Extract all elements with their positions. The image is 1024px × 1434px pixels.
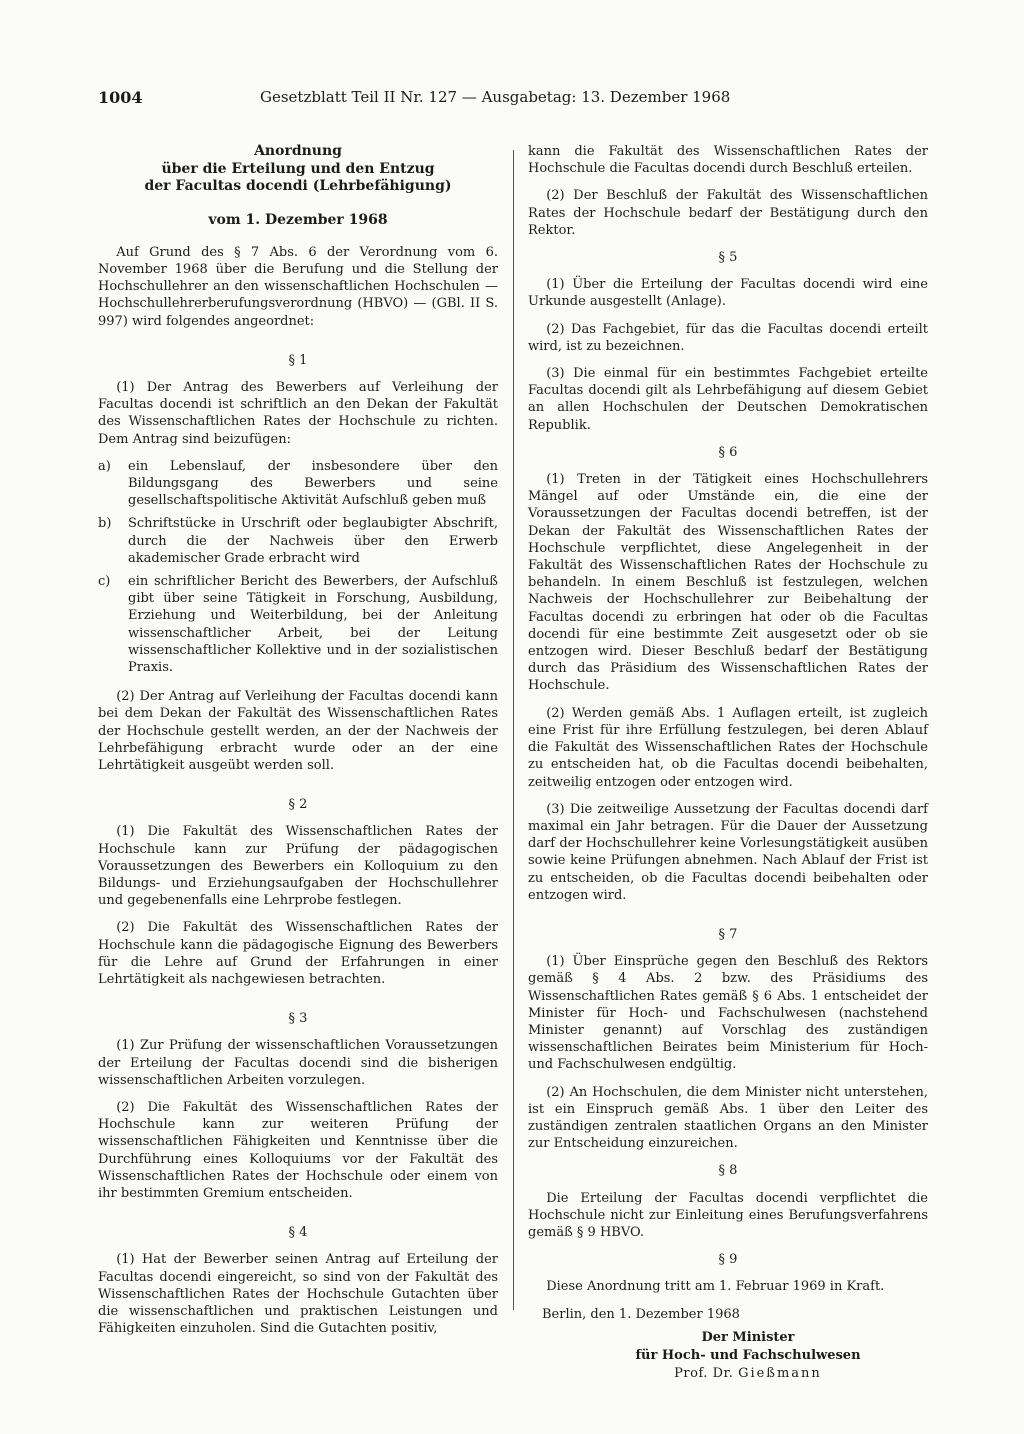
place-and-date: Berlin, den 1. Dezember 1968 xyxy=(542,1306,740,1322)
section-2-paragraph-2: (2) Die Fakultät des Wissenschaftlichen Rates der Hochschule kann die pädagogische Eignung des Bewerbers für die Lehre auf Grund der Erfahrungen in einer Lehrtätigkeit als nachgewiesen betrachten. xyxy=(98,920,498,988)
signer-title: Der Minister xyxy=(701,1329,795,1345)
section-heading-6: § 6 xyxy=(718,444,738,460)
list-item-marker: b) xyxy=(98,516,112,532)
section-heading-5: § 5 xyxy=(718,250,738,266)
section-6-paragraph-3: (3) Die zeitweilige Aussetzung der Facultas docendi darf maximal ein Jahr betragen. Für die Dauer der Aussetzung darf der Hochschullehrer keine Vorlesungstätigkeit ausüben sowie keine Prüfungen abnehmen. Nach Ablauf der Frist ist zu entscheiden, ob die Facultas docendi beibehalten oder entzogen wird. xyxy=(528,801,928,903)
section-7-paragraph-2: (2) An Hochschulen, die dem Minister nicht unterstehen, ist ein Einspruch gemäß Abs. 1 über den Leiter des zuständigen zentralen staatlichen Organs an den Minister zur Entscheidung einzureichen. xyxy=(528,1084,928,1152)
section-4-paragraph-1-start: (1) Hat der Bewerber seinen Antrag auf Erteilung der Facultas docendi eingereicht, so sind von der Fakultät des Wissenschaftlichen Rates der Hochschule Gutachten über die wissenschaftlichen und praktischen Leistungen und Fähigkeiten einzuholen. Sind die Gutachten positiv, xyxy=(98,1252,498,1337)
left-column xyxy=(98,143,498,1347)
section-7-paragraph-1: (1) Über Einsprüche gegen den Beschluß des Rektors gemäß § 4 Abs. 2 bzw. des Präsidiums des Wissenschaftlichen Rates gemäß § 6 Abs. 1 entscheidet der Minister für Hoch- und Fachschulwesen (nachstehend Minister genannt) auf Vorschlag des zuständigen wissenschaftlichen Beirates beim Ministerium für Hoch- und Fachschulwesen endgültig. xyxy=(528,954,928,1073)
section-5-paragraph-2: (2) Das Fachgebiet, für das die Facultas docendi erteilt wird, ist zu bezeichnen. xyxy=(528,321,928,354)
signer-name-line xyxy=(588,1365,908,1382)
list-item xyxy=(98,573,498,676)
section-heading-3: § 3 xyxy=(288,1011,308,1027)
signer-name: Gießmann xyxy=(738,1365,822,1381)
right-column xyxy=(528,143,928,1382)
list-item-marker: c) xyxy=(98,573,111,589)
section-1-list xyxy=(98,458,498,676)
section-heading-4: § 4 xyxy=(288,1225,308,1241)
signer-name-prefix: Prof. Dr. xyxy=(674,1365,734,1381)
section-9-paragraph-1: Diese Anordnung tritt am 1. Februar 1969 in Kraft. xyxy=(546,1279,885,1295)
section-6-paragraph-2: (2) Werden gemäß Abs. 1 Auflagen erteilt, ist zugleich eine Frist für ihre Erfüllung festzulegen, bei deren Ablauf die Fakultät des Wissenschaftlichen Rates der Hochschule zu entscheiden hat, ob die Facultas docendi beibehalten, zeitweilig entzogen oder entzogen wird. xyxy=(528,705,928,790)
section-5-paragraph-3: (3) Die einmal für ein bestimmtes Fachgebiet erteilte Facultas docendi gilt als Lehrbefähigung auf diesem Gebiet an allen Hochschulen der Deutschen Demokratischen Republik. xyxy=(528,366,928,433)
column-divider xyxy=(513,150,514,1310)
section-4-paragraph-2: (2) Der Beschluß der Fakultät des Wissenschaftlichen Rates der Hochschule bedarf der Bestätigung durch den Rektor. xyxy=(528,188,928,238)
page-header xyxy=(98,88,928,112)
document-title-line-2: über die Erteilung und den Entzug xyxy=(161,160,435,177)
section-2-paragraph-1: (1) Die Fakultät des Wissenschaftlichen Rates der Hochschule kann zur Prüfung der pädagogischen Voraussetzungen des Bewerbers ein Kolloquium zu den Bildungs- und Erziehungsaufgaben der Hochschullehrer und gegebenenfalls eine Lehrprobe festlegen. xyxy=(98,824,498,909)
section-heading-9: § 9 xyxy=(718,1252,738,1268)
document-title-line-3: der Facultas docendi (Lehrbefähigung) xyxy=(144,178,452,194)
section-1-paragraph-2: (2) Der Antrag auf Verleihung der Facultas docendi kann bei dem Dekan der Fakultät des Wissenschaftlichen Rates der Hochschule gestellt werden, an der der Nachweis der Lehrbefähigung erbracht wurde oder an der eine Lehrtätigkeit ausgeübt werden soll. xyxy=(98,689,498,773)
list-item-marker: a) xyxy=(98,458,111,474)
section-3-paragraph-2: (2) Die Fakultät des Wissenschaftlichen Rates der Hochschule kann zur weiteren Prüfung der wissenschaftlichen Fähigkeiten und Kenntnisse über die Durchführung eines Kolloquiums vor der Fakultät des Wissenschaftlichen Rates der Hochschule oder einem von ihr bestimmten Gremium entscheiden. xyxy=(98,1100,498,1202)
section-8-paragraph-1: Die Erteilung der Facultas docendi verpflichtet die Hochschule nicht zur Einleitung eines Berufungsverfahrens gemäß § 9 HBVO. xyxy=(528,1190,928,1240)
section-heading-1: § 1 xyxy=(288,352,308,368)
list-item-text: ein Lebenslauf, der insbesondere über den Bildungsgang des Bewerbers und seine gesellschaftspolitische Aktivität Aufschluß geben muß xyxy=(128,458,498,509)
section-6-paragraph-1: (1) Treten in der Tätigkeit eines Hochschullehrers Mängel auf oder Umstände ein, die eine der Voraussetzungen der Facultas docendi betreffen, ist der Dekan der Fakultät des Wissenschaftlichen Rates der Hochschule verpflichtet, diese Angelegenheit in der Fakultät des Wissenschaftlichen Rates der Hochschule zu behandeln. In einem Beschluß ist festzulegen, welchen Nachweis der Hochschullehrer zur Beibehaltung der Facultas docendi zu erbringen hat oder ob die Facultas docendi für eine bestimmte Zeit ausgesetzt oder ob sie entzogen wird. Dieser Beschluß bedarf der Bestätigung durch das Präsidium des Wissenschaftlichen Rates der Hochschule. xyxy=(528,472,928,694)
section-3-paragraph-1: (1) Zur Prüfung der wissenschaftlichen Voraussetzungen der Erteilung der Facultas docendi sind die bisherigen wissenschaftlichen Arbeiten vorzulegen. xyxy=(98,1038,498,1088)
section-1-paragraph-1: (1) Der Antrag des Bewerbers auf Verleihung der Facultas docendi ist schriftlich an den Dekan der Fakultät des Wissenschaftlichen Rates der Hochschule zu richten. Dem Antrag sind beizufügen: xyxy=(98,379,498,447)
section-4-paragraph-1-continued: kann die Fakultät des Wissenschaftlichen Rates der Hochschule die Facultas docendi durch Beschluß erteilen. xyxy=(528,144,928,177)
signer-ministry: für Hoch- und Fachschulwesen xyxy=(635,1347,861,1363)
signature-block xyxy=(588,1329,908,1382)
section-heading-8: § 8 xyxy=(718,1163,738,1179)
list-item xyxy=(98,458,498,510)
document-title-line-1: Anordnung xyxy=(254,143,342,159)
section-5-paragraph-1: (1) Über die Erteilung der Facultas docendi wird eine Urkunde ausgestellt (Anlage). xyxy=(528,277,928,310)
list-item xyxy=(98,515,498,567)
list-item-text: ein schriftlicher Bericht des Bewerbers, der Aufschluß gibt über seine Tätigkeit in Forschung, Ausbildung, Erziehung und Weiterbildung, bei der Anleitung wissenschaftlicher Arbeit, bei der Leitung wissenschaftlicher Kollektive und in der sozialistischen Praxis. xyxy=(128,573,498,675)
gazette-header-title: Gesetzblatt Teil II Nr. 127 — Ausgabetag: 13. Dezember 1968 xyxy=(260,88,731,106)
list-item-text: Schriftstücke in Urschrift oder beglaubigter Abschrift, durch die der Nachweis über den Erwerb akademischer Grade erbracht wird xyxy=(128,516,498,566)
document-date: vom 1. Dezember 1968 xyxy=(208,211,388,228)
intro-paragraph: Auf Grund des § 7 Abs. 6 der Verordnung vom 6. November 1968 über die Berufung und die Stellung der Hochschullehrer an den wissenschaftlichen Hochschulen — Hochschullehrerberufungsverordnung (HBVO) — (GBl. II S. 997) wird folgendes angeordnet: xyxy=(98,244,498,329)
section-heading-2: § 2 xyxy=(288,797,308,813)
page-number: 1004 xyxy=(98,88,143,107)
section-heading-7: § 7 xyxy=(718,926,738,942)
